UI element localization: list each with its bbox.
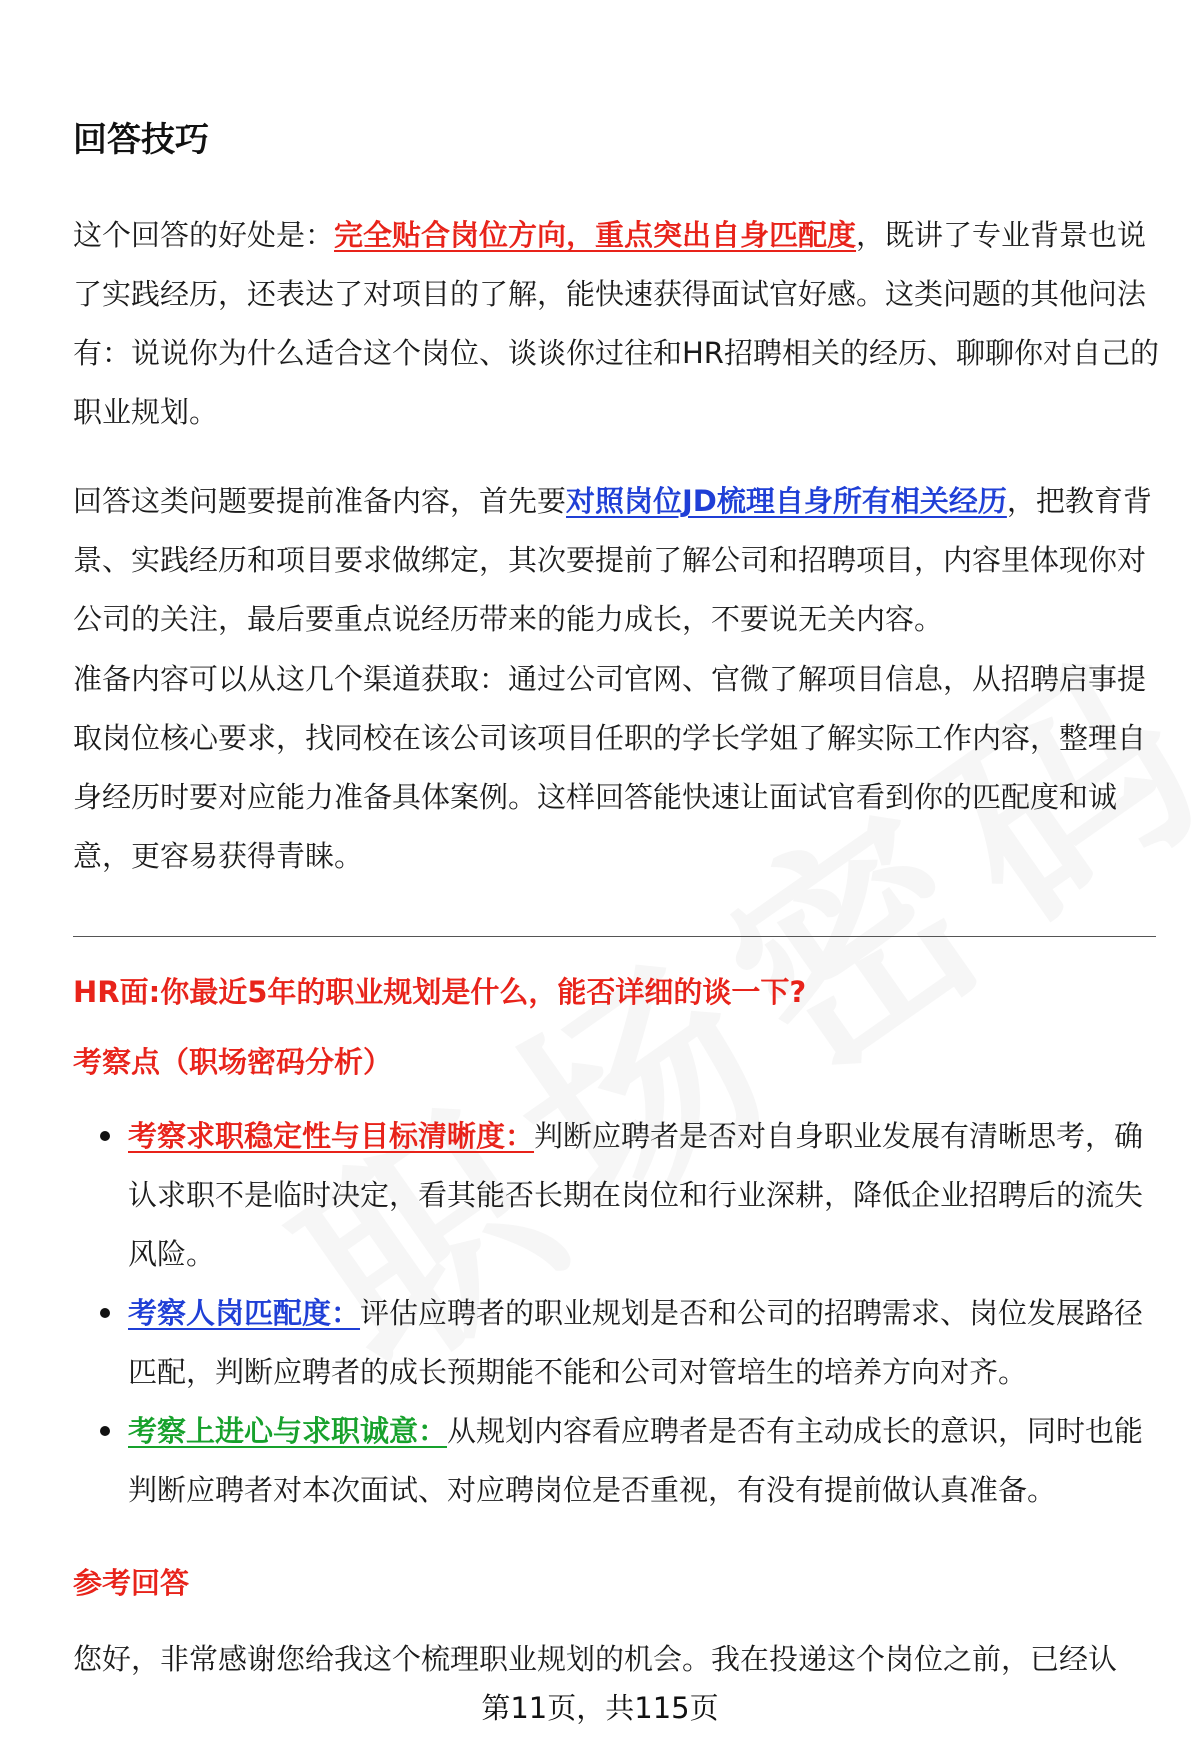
bullet-dot-icon xyxy=(100,1308,110,1318)
tips-p1-highlight: 完全贴合岗位方向，重点突出自身匹配度 xyxy=(334,218,857,252)
bullet-dot-icon xyxy=(100,1426,110,1436)
tips-paragraph-3: 准备内容可以从这几个渠道获取：通过公司官网、官微了解项目信息，从招聘启事提取岗位核心要求，找同校在该公司该项目任职的学长学姐了解实际工作内容，整理自身经历时要对应能力准备具体案例。这样回答能快速让面试官看到你的匹配度和诚意，更容易获得青睐。 xyxy=(73,662,1147,873)
analysis-point xyxy=(100,1107,1160,1284)
tips-paragraph-1 xyxy=(73,206,1163,442)
analysis-point-text: 从规划内容看应聘者是否有主动成长的意识，同时也能判断应聘者对本次面试、对应聘岗位是否重视，有没有提前做认真准备。 xyxy=(128,1414,1144,1507)
reference-answer-text: 您好，非常感谢您给我这个梳理职业规划的机会。我在投递这个岗位之前，已经认 xyxy=(73,1642,1118,1676)
analysis-point-label: 考察求职稳定性与目标清晰度： xyxy=(128,1119,535,1153)
tips-p1-suffix: ，既讲了专业背景也说了实践经历，还表达了对项目的了解，能快速获得面试官好感。这类问题的其他问法有：说说你为什么适合这个岗位、谈谈你过往和HR招聘相关的经历、聊聊你对自己的职业规划。 xyxy=(73,218,1159,429)
tips-paragraph-2 xyxy=(73,472,1163,649)
bullet-dot-icon xyxy=(100,1131,110,1141)
analysis-point-label: 考察上进心与求职诚意： xyxy=(128,1414,448,1448)
analysis-point-label: 考察人岗匹配度： xyxy=(128,1296,361,1330)
section-divider xyxy=(73,936,1156,937)
page-number: 第11页，共115页 xyxy=(481,1691,719,1725)
analysis-point-text: 评估应聘者的职业规划是否和公司的招聘需求、岗位发展路径匹配，判断应聘者的成长预期能不能和公司对管培生的培养方向对齐。 xyxy=(128,1296,1144,1389)
analysis-points xyxy=(100,1107,1160,1520)
section-title: 回答技巧 xyxy=(73,120,209,160)
analysis-heading: 考察点（职场密码分析） xyxy=(73,1045,393,1079)
analysis-point-text: 判断应聘者是否对自身职业发展有清晰思考，确认求职不是临时决定，看其能否长期在岗位和行业深耕，降低企业招聘后的流失风险。 xyxy=(128,1119,1144,1271)
analysis-point xyxy=(100,1284,1160,1402)
question-title: HR面:你最近5年的职业规划是什么，能否详细的谈一下? xyxy=(73,975,807,1009)
tips-p2-suffix: ，把教育背景、实践经历和项目要求做绑定，其次要提前了解公司和招聘项目，内容里体现你对公司的关注，最后要重点说经历带来的能力成长，不要说无关内容。 xyxy=(73,484,1152,636)
analysis-point xyxy=(100,1402,1160,1520)
reference-heading: 参考回答 xyxy=(73,1566,190,1600)
tips-p1-prefix: 这个回答的好处是： xyxy=(73,218,335,252)
tips-p2-highlight: 对照岗位JD梳理自身所有相关经历 xyxy=(566,484,1007,518)
tips-p2-prefix: 回答这类问题要提前准备内容，首先要 xyxy=(73,484,567,518)
